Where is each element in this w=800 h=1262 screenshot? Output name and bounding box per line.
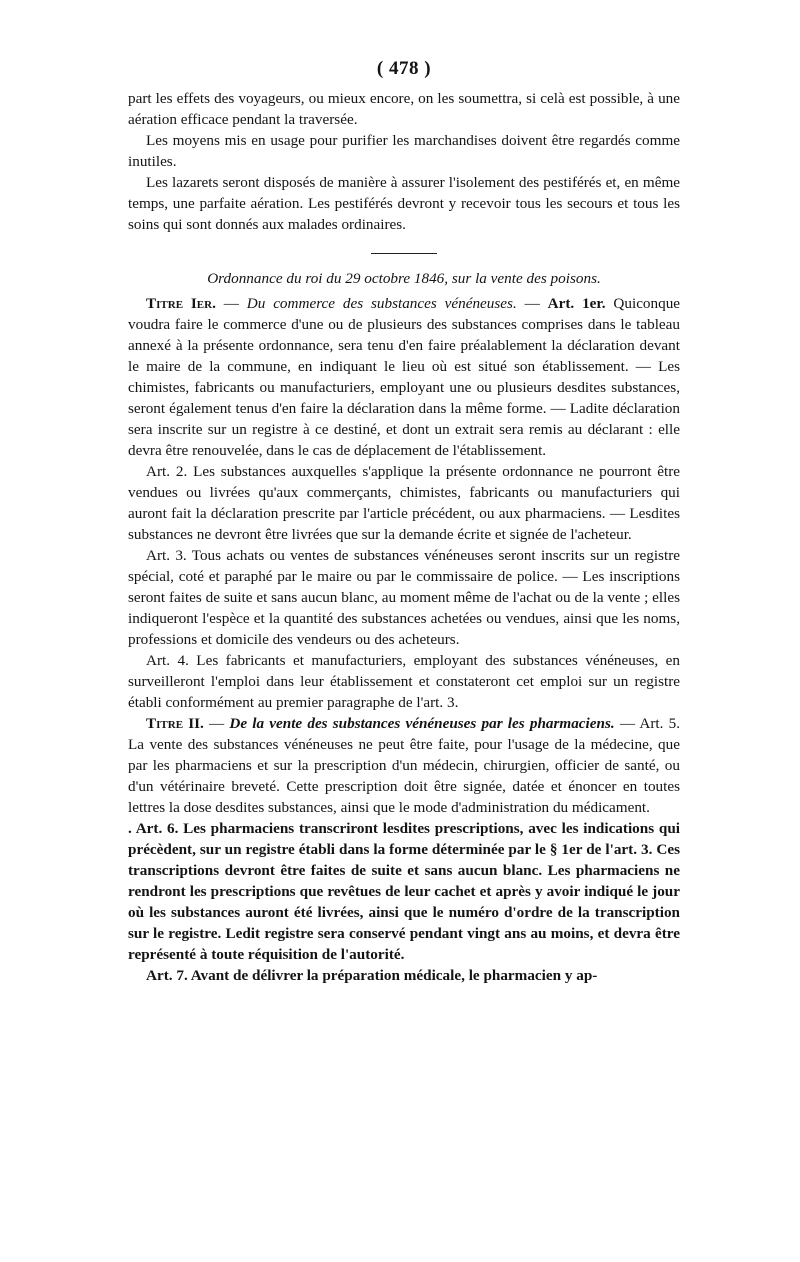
titre-2-label: Titre II.	[146, 715, 204, 732]
dash: —	[223, 295, 247, 312]
art-5-text: Art. 5. La vente des substances vénéneuses ne peut être faite, pour l'usage de la médecine, que par les pharmaciens et sur la prescription d'un médecin, chirurgien, officier de santé, ou d'un vétérinaire breveté. Cette prescription doit être signée, datée et énoncer en toutes lettres la dose desdites substances, ainsi que le mode d'administration du médicament.	[128, 715, 680, 816]
titre-2-heading: De la vente des substances vénéneuses par les pharmaciens.	[229, 715, 615, 732]
titre-1-paragraph	[128, 293, 680, 461]
titre-1-label: Titre Ier.	[146, 295, 216, 312]
ordonnance-title: Ordonnance du roi du 29 octobre 1846, sur la vente des poisons.	[207, 270, 601, 287]
titre-2-paragraph	[128, 713, 680, 818]
art-4-paragraph: Art. 4. Les fabricants et manufacturiers, employant des substances vénéneuses, en surveilleront l'emploi dans leur établissement et constateront cet emploi sur un registre établi conformément au premier paragraphe de l'art. 3.	[128, 652, 680, 711]
art-7-paragraph: Art. 7. Avant de délivrer la préparation médicale, le pharmacien y ap-	[146, 967, 598, 984]
section-divider	[371, 253, 437, 254]
art-2-paragraph: Art. 2. Les substances auxquelles s'applique la présente ordonnance ne pourront être vendues ou livrées qu'aux commerçants, chimistes, fabricants ou manufacturiers qui auront fait la déclaration prescrite par l'article précédent, ou aux pharmaciens. — Lesdites substances ne devront être livrées que sur la demande écrite et signée de l'acheteur.	[128, 463, 680, 543]
page-number: ( 478 )	[376, 58, 432, 79]
titre-1-heading: Du commerce des substances vénéneuses.	[246, 295, 517, 312]
art-1-label: Art. 1er.	[547, 295, 606, 312]
document-page	[128, 58, 680, 986]
art-3-paragraph: Art. 3. Tous achats ou ventes de substances vénéneuses seront inscrits sur un registre spécial, coté et paraphé par le maire ou par le commissaire de police. — Les inscriptions seront faites de suite et sans aucun blanc, au moment même de l'achat ou de la vente ; elles indiqueront l'espèce et la quantité des substances achetées ou vendues, ainsi que les noms, professions et domicile des vendeurs ou des acheteurs.	[128, 547, 680, 648]
paragraph-effets-voyageurs: part les effets des voyageurs, ou mieux encore, on les soumettra, si celà est possible, à une aération efficace pendant la traversée.	[128, 90, 680, 128]
paragraph-moyens-purifier: Les moyens mis en usage pour purifier les marchandises doivent être regardés comme inutiles.	[128, 132, 680, 170]
art-1-text: Quiconque voudra faire le commerce d'une ou de plusieurs des substances comprises dans le tableau annexé à la présente ordonnance, sera tenu d'en faire préalablement la déclaration devant le maire de la commune, en indiquant le lieu où est situé son établissement. — Les chimistes, fabricants ou manufacturiers, employant une ou plusieurs desdites substances, seront également tenus d'en faire la déclaration dans la même forme. — Ladite déclaration sera inscrite sur un registre à ce destiné, et dont un extrait sera remis au déclarant : elle devra être renouvelée, dans le cas de déplacement de l'établissement.	[128, 295, 681, 459]
dash: —	[524, 295, 548, 312]
dash: —	[209, 715, 230, 732]
art-6-paragraph: . Art. 6. Les pharmaciens transcriront lesdites prescriptions, avec les indications qui précèdent, sur un registre établi dans la forme déterminée par le § 1er de l'art. 3. Ces transcriptions devront être faites de suite et sans aucun blanc. Les pharmaciens ne rendront les prescriptions que revêtues de leur cachet et après y avoir indiqué le jour où les substances auront été livrées, ainsi que le numéro d'ordre de la transcription sur le registre. Ledit registre sera conservé pendant vingt ans au moins, et devra être représenté à toute réquisition de l'autorité.	[128, 820, 680, 963]
paragraph-lazarets: Les lazarets seront disposés de manière à assurer l'isolement des pestiférés et, en même temps, une parfaite aération. Les pestiférés devront y recevoir tous les secours et tous les soins qui sont donnés aux malades ordinaires.	[128, 174, 680, 233]
dash: —	[619, 715, 640, 732]
